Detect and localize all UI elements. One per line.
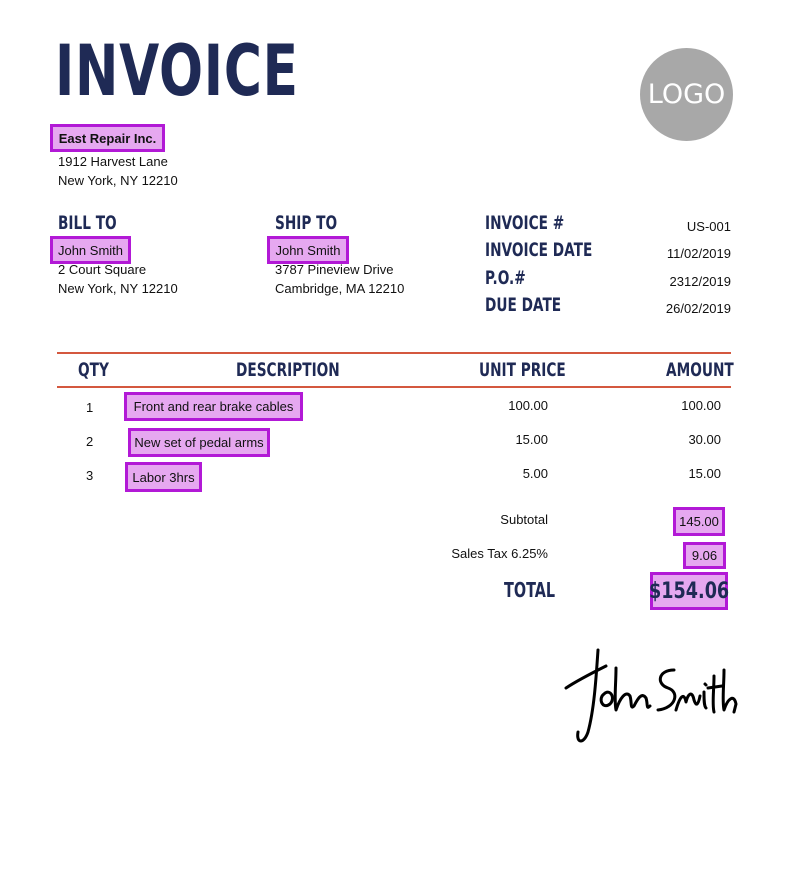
row1-qty: 1 (86, 400, 94, 415)
row2-description: New set of pedal arms (134, 435, 264, 450)
company-name-highlight (50, 124, 165, 152)
subtotal-highlight (673, 507, 725, 536)
header-description: DESCRIPTION (236, 359, 340, 381)
invoice-date-value: 11/02/2019 (666, 246, 731, 261)
row3-amount: 15.00 (688, 466, 721, 481)
sales-tax-highlight (683, 542, 726, 569)
ship-to-name: John Smith (275, 242, 341, 258)
row3-unit-price: 5.00 (522, 466, 548, 481)
signature-stroke-mith (676, 670, 736, 712)
po-label: P.O.# (485, 267, 526, 289)
header-unit-price: UNIT PRICE (479, 359, 566, 381)
row1-amount: 100.00 (681, 398, 721, 413)
row1-description: Front and rear brake cables (133, 399, 294, 414)
row3-description: Labor 3hrs (132, 469, 195, 485)
ship-to-address-line1: 3787 Pineview Drive (275, 262, 394, 277)
company-name: East Repair Inc. (58, 130, 157, 146)
row3-description-highlight (125, 462, 202, 492)
row2-description-highlight (128, 428, 270, 457)
row2-qty: 2 (86, 434, 94, 449)
company-address-line1: 1912 Harvest Lane (58, 154, 168, 169)
row2-amount: 30.00 (688, 432, 721, 447)
signature-stroke-o (601, 692, 612, 705)
ship-to-address-line2: Cambridge, MA 12210 (275, 281, 405, 296)
invoice-date-label: INVOICE DATE (485, 239, 593, 261)
signature-image (558, 640, 738, 752)
table-header-rule (57, 386, 731, 388)
subtotal-value: 145.00 (679, 514, 719, 529)
bill-to-name: John Smith (57, 242, 124, 258)
row3-qty: 3 (86, 468, 94, 483)
header-amount: AMOUNT (666, 359, 734, 381)
invoice-number-label: INVOICE # (485, 212, 565, 234)
row1-description-highlight (124, 392, 303, 421)
total-label: TOTAL (504, 578, 556, 602)
invoice-title: INVOICE (55, 30, 299, 112)
bill-to-address-line2: New York, NY 12210 (58, 281, 178, 296)
bill-to-address-line1: 2 Court Square (58, 262, 147, 277)
bill-to-label: BILL TO (58, 212, 117, 234)
ship-to-label: SHIP TO (275, 212, 338, 234)
sales-tax-value: 9.06 (691, 548, 718, 563)
total-highlight (650, 572, 728, 610)
company-address-line2: New York, NY 12210 (58, 173, 178, 188)
header-qty: QTY (78, 359, 109, 381)
due-date-label: DUE DATE (485, 294, 562, 316)
row2-unit-price: 15.00 (515, 432, 548, 447)
subtotal-label: Subtotal (500, 512, 548, 527)
table-top-rule (57, 352, 731, 354)
signature-stroke-s (658, 670, 675, 710)
signature-stroke-hn (615, 668, 650, 710)
total-value: $154.06 (648, 578, 730, 604)
po-value: 2312/2019 (669, 274, 731, 289)
invoice-number-value: US-001 (686, 219, 731, 234)
row1-unit-price: 100.00 (508, 398, 548, 413)
due-date-value: 26/02/2019 (665, 301, 731, 316)
sales-tax-label: Sales Tax 6.25% (451, 546, 548, 561)
company-logo: LOGO (640, 48, 733, 141)
signature-stroke-j (566, 650, 606, 741)
